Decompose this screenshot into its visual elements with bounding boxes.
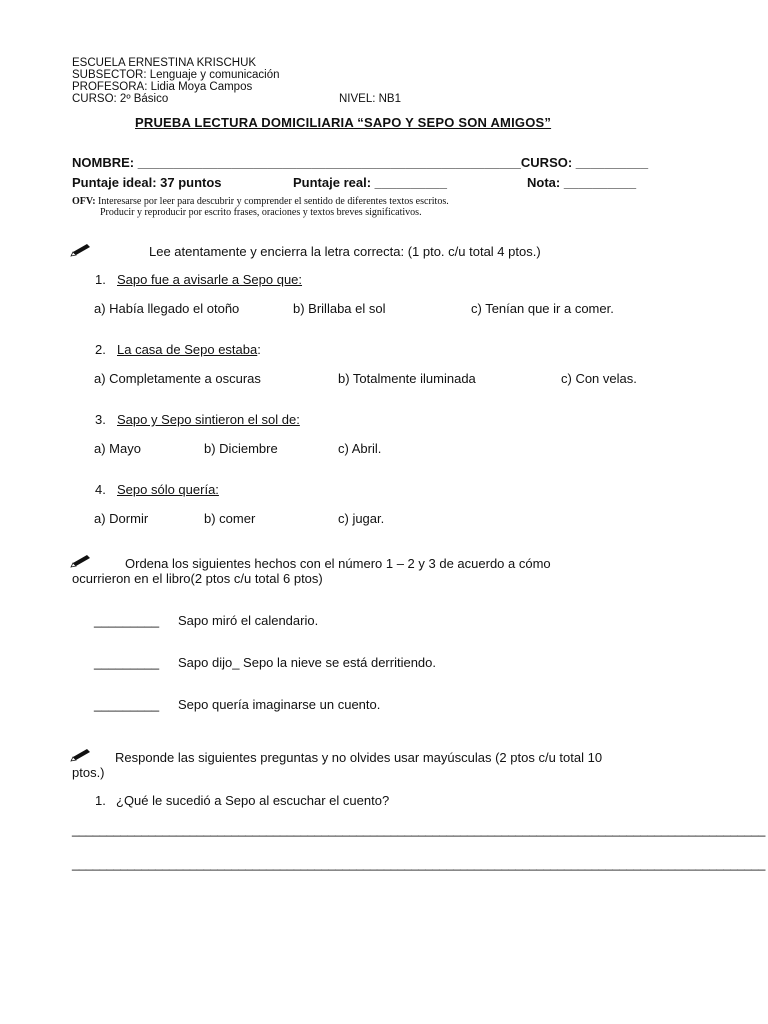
question-3-text: Sapo y Sepo sintieron el sol de: [117, 412, 300, 427]
ofv-label: OFV: [72, 196, 96, 207]
puntaje-real-field[interactable]: Puntaje real: __________ [293, 175, 447, 190]
question-2-number: 2. [95, 342, 106, 357]
question-2-option-b[interactable]: b) Totalmente iluminada [338, 371, 476, 386]
nombre-curso-field[interactable]: NOMBRE: _____________________________________________________CURSO: __________ [72, 155, 649, 170]
question-2-line [117, 342, 261, 357]
pencil-icon [70, 243, 92, 257]
school-name: ESCUELA ERNESTINA KRISCHUK [72, 57, 257, 69]
section2-instruction-line2: ocurrieron en el libro(2 ptos c/u total 6 ptos) [72, 571, 323, 586]
page-title: PRUEBA LECTURA DOMICILIARIA “SAPO Y SEPO SON AMIGOS” [135, 115, 552, 130]
question-1-number: 1. [95, 272, 106, 287]
order-blank-2[interactable]: _________ [94, 655, 160, 670]
subsector: SUBSECTOR: Lenguaje y comunicación [72, 69, 280, 81]
order-item-1: Sapo miró el calendario. [178, 613, 319, 628]
order-blank-3[interactable]: _________ [94, 697, 160, 712]
open-question-1-number: 1. [95, 793, 106, 808]
course: CURSO: 2º Básico [72, 93, 169, 105]
question-4-text: Sepo sólo quería: [117, 482, 219, 497]
question-4-option-a[interactable]: a) Dormir [94, 511, 149, 526]
section1-instruction: Lee atentamente y encierra la letra correcta: (1 pto. c/u total 4 ptos.) [149, 244, 541, 259]
nota-field[interactable]: Nota: __________ [527, 175, 637, 190]
pencil-icon [70, 554, 92, 568]
order-item-2: Sapo dijo_ Sepo la nieve se está derritiendo. [178, 655, 437, 670]
question-3-option-b[interactable]: b) Diciembre [204, 441, 278, 456]
answer-line-1[interactable]: ____________________________________________________________________________________________________ [72, 822, 765, 837]
question-3-option-c[interactable]: c) Abril. [338, 441, 382, 456]
question-2-option-a[interactable]: a) Completamente a oscuras [94, 371, 261, 386]
section3-instruction-line1: Responde las siguientes preguntas y no olvides usar mayúsculas (2 ptos c/u total 10 [115, 750, 603, 765]
question-4-number: 4. [95, 482, 106, 497]
question-3-option-a[interactable]: a) Mayo [94, 441, 141, 456]
question-1-option-c[interactable]: c) Tenían que ir a comer. [471, 301, 614, 316]
ofv-text-1: Interesarse por leer para descubrir y comprender el sentido de diferentes textos escritos. [95, 196, 449, 207]
question-4-option-b[interactable]: b) comer [204, 511, 256, 526]
teacher: PROFESORA: Lidia Moya Campos [72, 81, 253, 93]
section2-instruction-line1: Ordena los siguientes hechos con el número 1 – 2 y 3 de acuerdo a cómo [125, 556, 551, 571]
open-question-1-text: ¿Qué le sucedió a Sepo al escuchar el cuento? [116, 793, 390, 808]
ofv-text-2: Producir y reproducir por escrito frases, oraciones y textos breves significativos. [100, 207, 422, 218]
ofv-line-1 [72, 196, 449, 207]
question-3-number: 3. [95, 412, 106, 427]
section3-instruction-line2: ptos.) [72, 765, 105, 780]
question-2-suffix: : [257, 342, 261, 357]
order-blank-1[interactable]: _________ [94, 613, 160, 628]
level: NIVEL: NB1 [339, 93, 401, 105]
question-1-text: Sapo fue a avisarle a Sepo que: [117, 272, 303, 287]
puntaje-ideal: Puntaje ideal: 37 puntos [72, 175, 222, 190]
pencil-icon [70, 748, 92, 762]
question-1-option-b[interactable]: b) Brillaba el sol [293, 301, 386, 316]
question-1-option-a[interactable]: a) Había llegado el otoño [94, 301, 240, 316]
order-item-3: Sepo quería imaginarse un cuento. [178, 697, 381, 712]
question-2-option-c[interactable]: c) Con velas. [561, 371, 637, 386]
question-4-option-c[interactable]: c) jugar. [338, 511, 385, 526]
question-2-text: La casa de Sepo estaba [117, 342, 258, 357]
answer-line-2[interactable]: ____________________________________________________________________________________________________ [72, 856, 765, 871]
